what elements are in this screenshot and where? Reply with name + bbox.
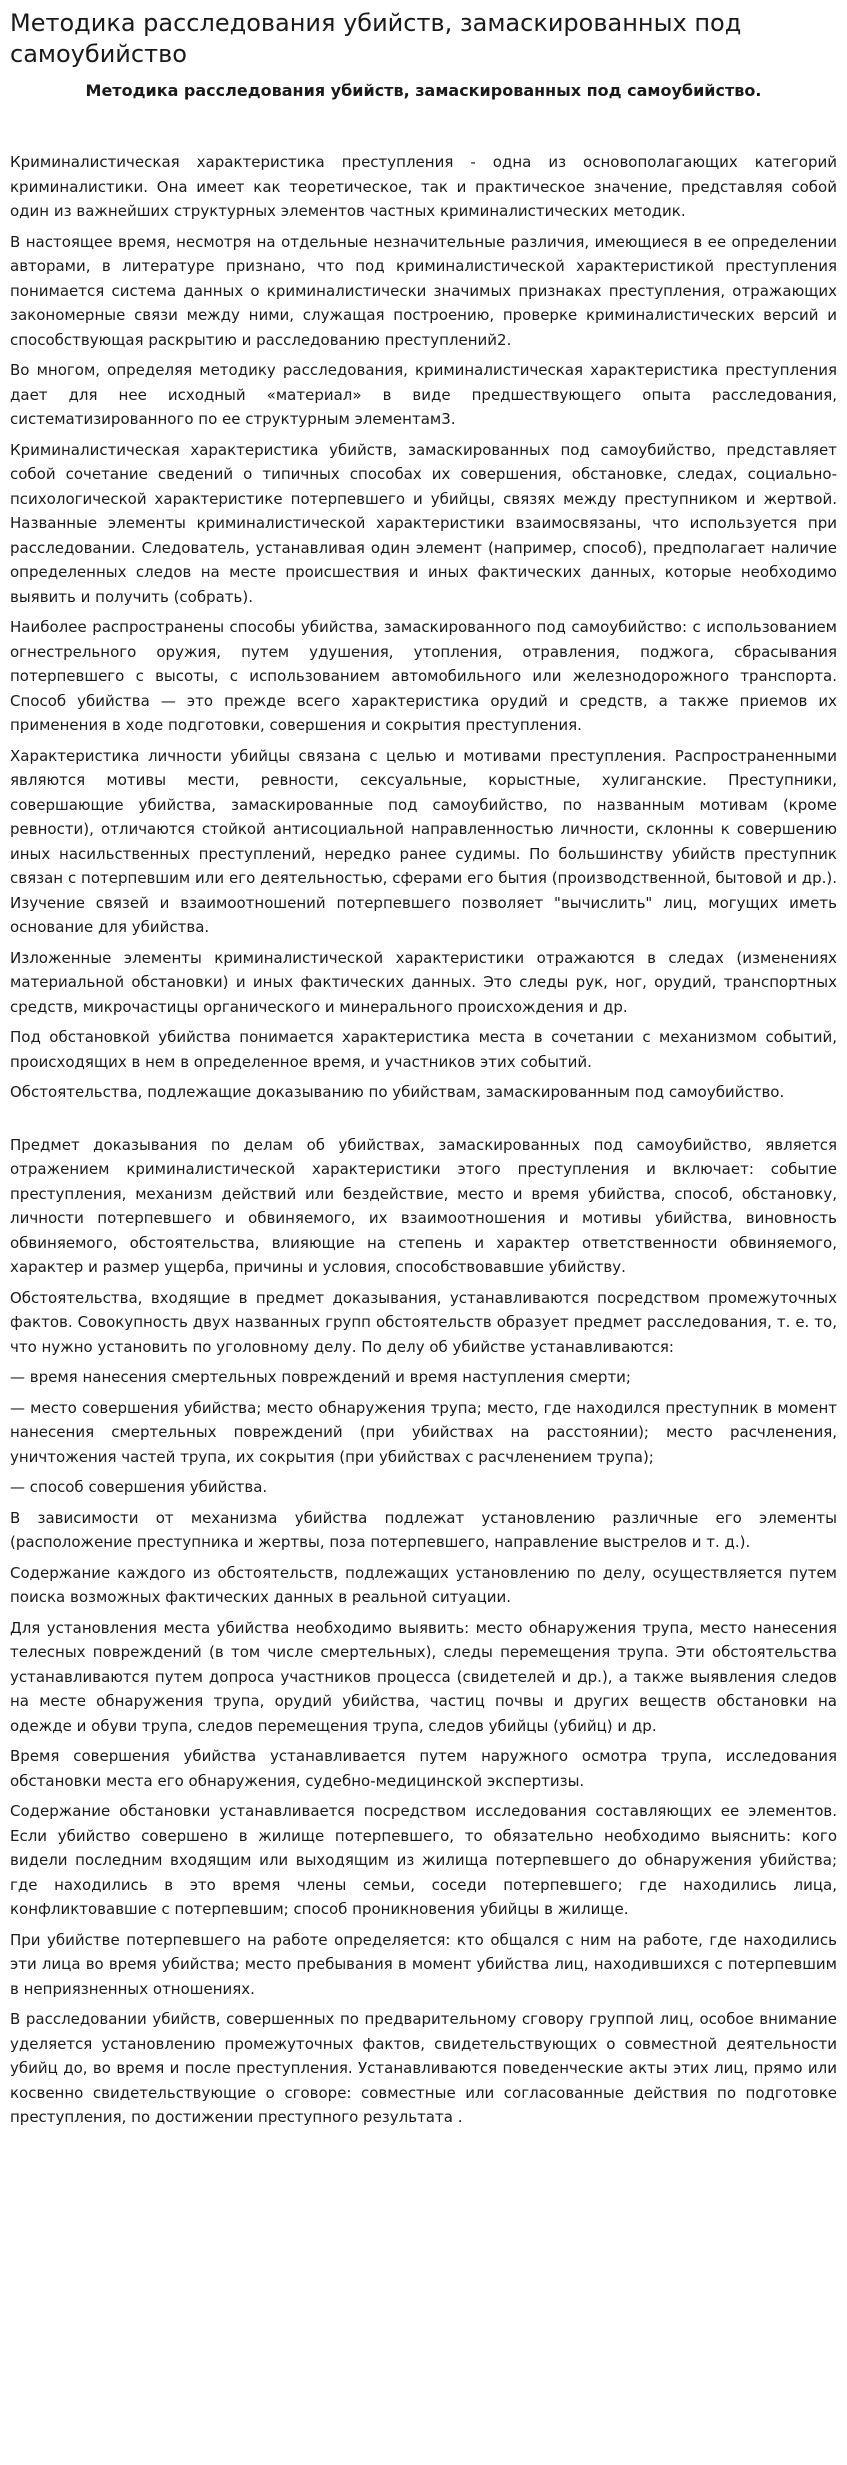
list-item: — способ совершения убийства. <box>10 1478 268 1496</box>
paragraph: Криминалистическая характеристика преступления - одна из основополагающих категорий криминалистики. Она имеет как теоретическое, так и практическое значение, представляя собой один из важнейших структурных элементов частных криминалистических методик. <box>10 153 837 220</box>
paragraph: Во многом, определяя методику расследования, криминалистическая характеристика преступления дает для нее исходный «материал» в виде предшествующего опыта расследования, систематизированного по ее структурным элементам3. <box>10 361 837 428</box>
article-body <box>10 150 837 2130</box>
paragraph: Время совершения убийства устанавливается путем наружного осмотра трупа, исследования обстановки места его обнаружения, судебно-медицинской экспертизы. <box>10 1747 837 1790</box>
section-characteristics <box>10 150 837 1105</box>
paragraph: В настоящее время, несмотря на отдельные незначительные различия, имеющиеся в ее определении авторами, в литературе признано, что под криминалистической характеристикой преступления понимается система данных о криминалистически значимых признаках преступления, отражающих закономерные связи между ними, служащая построению, проверке криминалистических версий и способствующая раскрытию и расследованию преступлений2. <box>10 232 837 349</box>
paragraph: Обстоятельства, подлежащие доказыванию по убийствам, замаскированным под самоубийство. <box>10 1083 785 1101</box>
paragraph: Изложенные элементы криминалистической характеристики отражаются в следах (изменениях материальной обстановки) и иных фактических данных. Это следы рук, ног, орудий, транспортных средств, микрочастицы органического и минерального происхождения и др. <box>10 948 837 1016</box>
paragraph: В зависимости от механизма убийства подлежат установлению различные его элементы (расположение преступника и жертвы, поза потерпевшего, направление выстрелов и т. д.). <box>10 1508 837 1551</box>
paragraph: Наиболее распространены способы убийства, замаскированного под самоубийство: с использованием огнестрельного оружия, путем удушения, утопления, отравления, поджога, сбрасывания потерпевшего с высоты, с использованием автомобильного или железнодорожного транспорта. Способ убийства — это прежде всего характеристика орудий и средств, а также приемов их применения в ходе подготовки, совершения и сокрытия преступления. <box>10 618 837 734</box>
spacer <box>10 102 837 150</box>
paragraph: Характеристика личности убийцы связана с целью и мотивами преступления. Распространенными являются мотивы мести, ревности, сексуальные, корыстные, хулиганские. Преступники, совершающие убийства, замаскированные под самоубийство, по названным мотивам (кроме ревности), отличаются стойкой антисоциальной направленностью личности, склонны к совершению иных насильственных преступлений, нередко ранее судимы. По большинству убийств преступник связан с потерпевшим или его деятельностью, сферами его бытия (производственной, бытовой и др.). Изучение связей и взаимоотношений потерпевшего позволяет "вычислить" лиц, могущих иметь основание для убийства. <box>10 746 837 936</box>
article-subtitle: Методика расследования убийств, замаскированных под самоубийство. <box>85 81 762 100</box>
section-proof <box>10 1133 837 2130</box>
list-item: — время нанесения смертельных повреждений и время наступления смерти; <box>10 1368 631 1386</box>
paragraph: В расследовании убийств, совершенных по предварительному сговору группой лиц, особое внимание уделяется установлению промежуточных фактов, свидетельствующих о совместной деятельности убийц до, во время и после преступления. Устанавливаются поведенческие акты этих лиц, прямо или косвенно свидетельствующие о сговоре: совместные или согласованные действия по подготовке преступления, по достижении преступного результата . <box>10 2010 837 2126</box>
paragraph: Содержание каждого из обстоятельств, подлежащих установлению по делу, осуществляется путем поиска возможных фактических данных в реальной ситуации. <box>10 1563 837 1606</box>
list-item: — место совершения убийства; место обнаружения трупа; место, где находился преступник в момент нанесения смертельных повреждений (при убийствах на расстоянии); место расчленения, уничтожения частей трупа, их сокрытия (при убийствах с расчленением трупа); <box>10 1398 837 1466</box>
paragraph: Криминалистическая характеристика убийств, замаскированных под самоубийство, представляет собой сочетание сведений о типичных способах их совершения, обстановке, следах, социально-психологической характеристике потерпевшего и убийцы, связях между преступником и жертвой. Названные элементы криминалистической характеристики взаимосвязаны, что используется при расследовании. Следователь, устанавливая один элемент (например, способ), предполагает наличие определенных следов на месте происшествия и иных фактических данных, которые необходимо выявить и получить (собрать). <box>10 440 837 606</box>
paragraph: Под обстановкой убийства понимается характеристика места в сочетании с механизмом событий, происходящих в нем в определенное время, и участников этих событий. <box>10 1028 837 1071</box>
paragraph: Обстоятельства, входящие в предмет доказывания, устанавливаются посредством промежуточных фактов. Совокупность двух названных групп обстоятельств образует предмет расследования, т. е. то, что нужно установить по уголовному делу. По делу об убийстве устанавливаются: <box>10 1288 837 1356</box>
paragraph: Содержание обстановки устанавливается посредством исследования составляющих ее элементов. Если убийство совершено в жилище потерпевшего, то обязательно необходимо выяснить: кого видели последним входящим или выходящим из жилища потерпевшего до обнаружения убийства; где находились в это время члены семьи, соседи потерпевшего; где находились лица, конфликтовавшие с потерпевшим; способ проникновения убийцы в жилище. <box>10 1802 837 1918</box>
page-title: Методика расследования убийств, замаскированных под самоубийство <box>10 9 742 68</box>
paragraph: При убийстве потерпевшего на работе определяется: кто общался с ним на работе, где находились эти лица во время убийства; место пребывания в момент убийства лиц, находившихся с потерпевшим в неприязненных отношениях. <box>10 1930 837 1998</box>
paragraph: Предмет доказывания по делам об убийствах, замаскированных под самоубийство, является отражением криминалистической характеристики этого преступления и включает: событие преступления, механизм действий или бездействие, место и время убийства, способ, обстановку, личности потерпевшего и обвиняемого, их взаимоотношения и мотивы убийства, виновность обвиняемого, обстоятельства, влияющие на степень и характер ответственности обвиняемого, характер и размер ущерба, причины и условия, способствовавшие убийству. <box>10 1135 837 1276</box>
spacer <box>10 1111 837 1133</box>
paragraph: Для установления места убийства необходимо выявить: место обнаружения трупа, место нанесения телесных повреждений (в том числе смертельных), следы перемещения трупа. Эти обстоятельства устанавливаются путем допроса участников процесса (свидетелей и др.), а также выявления следов на месте обнаружения трупа, орудий убийства, частиц почвы и других веществ обстановки на одежде и обуви трупа, следов перемещения трупа, следов убийцы (убийц) и др. <box>10 1618 837 1735</box>
